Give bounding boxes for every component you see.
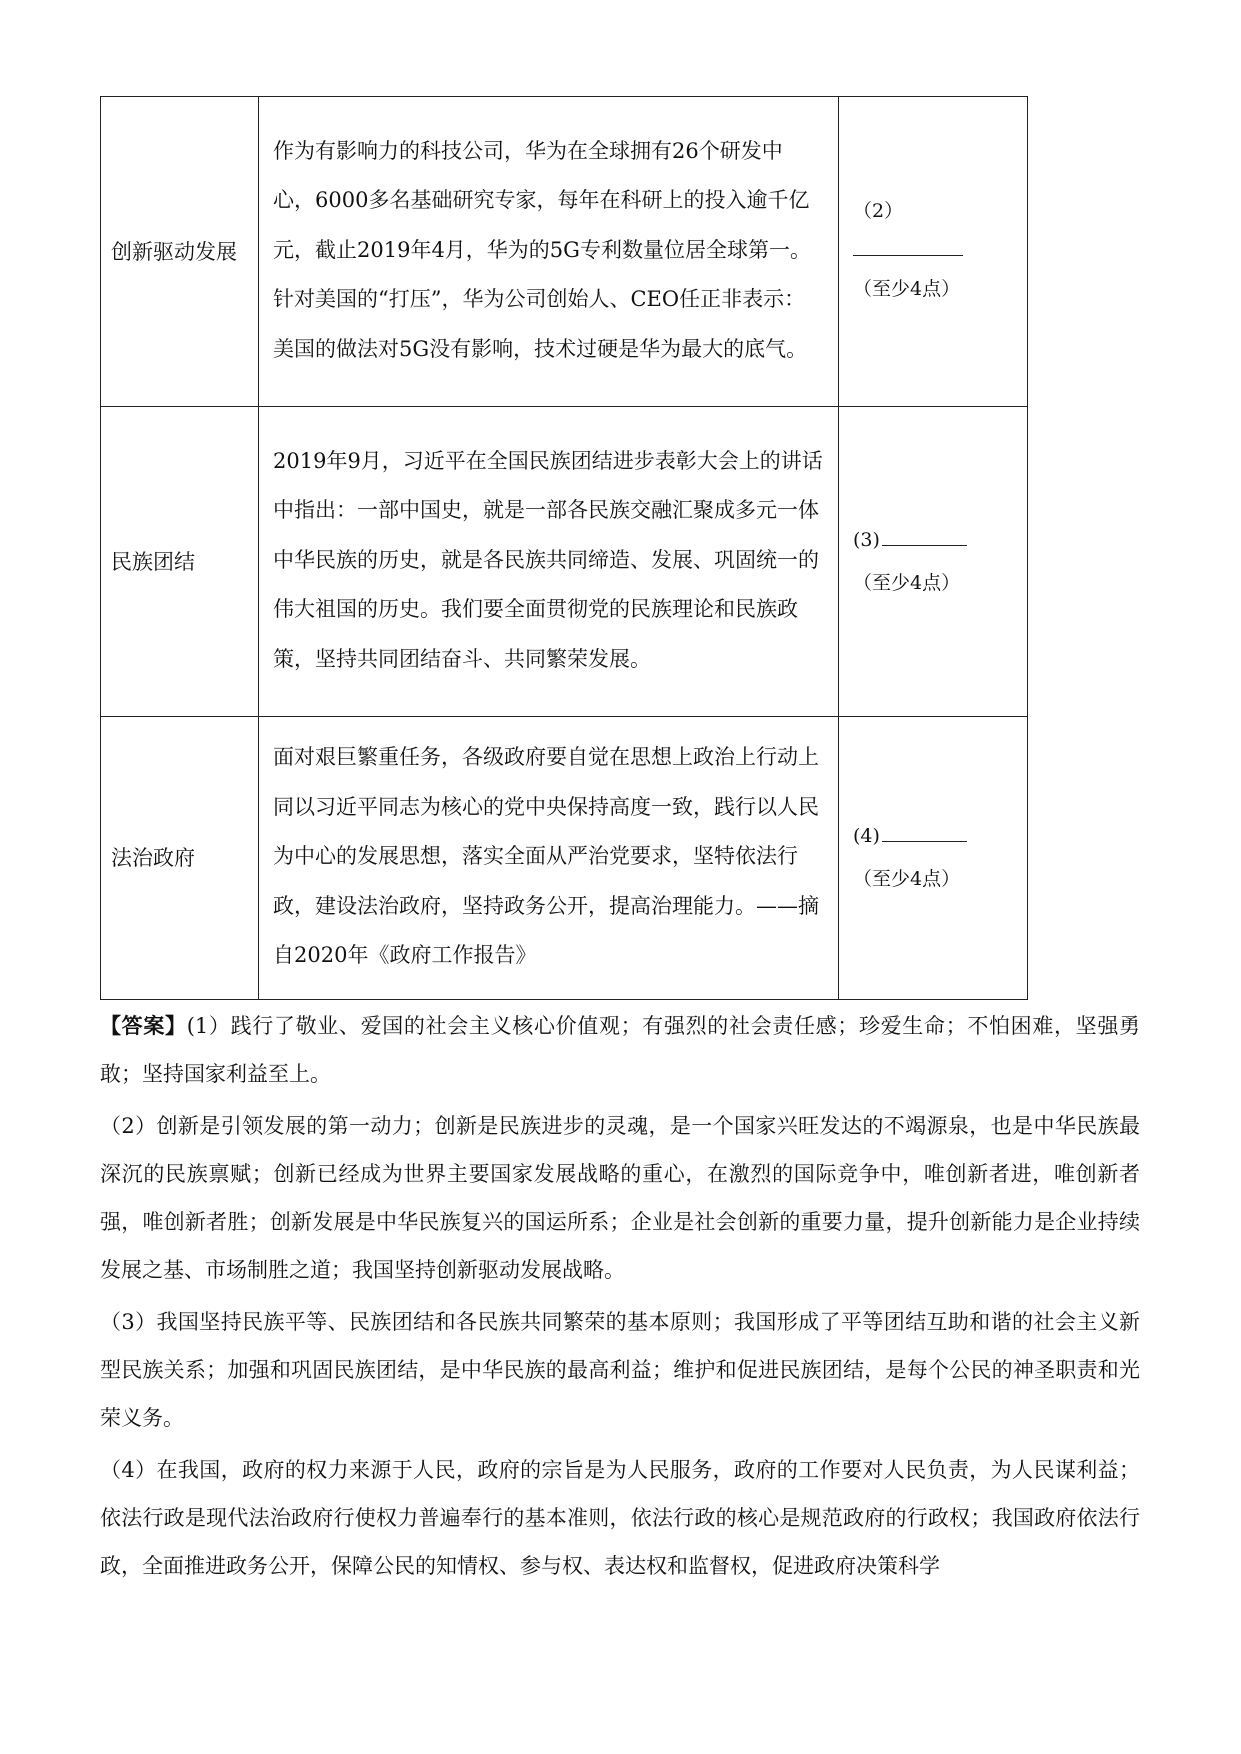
blank-number: (3) <box>853 528 880 551</box>
answer-blank-cell <box>839 97 1028 407</box>
material-cell: 2019年9月，习近平在全国民族团结进步表彰大会上的讲话中指出：一部中国史，就是一部各民族交融汇聚成多元一体中华民族的历史，就是各民族共同缔造、发展、巩固统一的伟大祖国的历史。我们要全面贯彻党的民族理论和民族政策，坚持共同团结奋斗、共同繁荣发展。 <box>259 407 839 717</box>
blank-number: （2） <box>853 199 904 222</box>
blank-note: （至少4点） <box>853 571 961 594</box>
topic-cell: 创新驱动发展 <box>101 97 259 407</box>
material-cell: 作为有影响力的科技公司，华为在全球拥有26个研发中心，6000多名基础研究专家，每年在科研上的投入逾千亿元，截止2019年4月，华为的5G专利数量位居全球第一。针对美国的“打压”，华为公司创始人、CEO任正非表示：美国的做法对5G没有影响，技术过硬是华为最大的底气。 <box>259 97 839 407</box>
answer-text-1: (1）践行了敬业、爱国的社会主义核心价值观；有强烈的社会责任感；珍爱生命；不怕困难，坚强勇敢；坚持国家利益至上。 <box>100 1014 1140 1086</box>
answer-paragraph-3: （3）我国坚持民族平等、民族团结和各民族共同繁荣的基本原则；我国形成了平等团结互助和谐的社会主义新型民族关系；加强和巩固民族团结，是中华民族的最高利益；维护和促进民族团结，是每个公民的神圣职责和光荣义务。 <box>100 1310 1140 1430</box>
answer-section <box>100 1002 1140 1594</box>
question-table <box>100 96 1028 1000</box>
answer-paragraph-2: （2）创新是引领发展的第一动力；创新是民族进步的灵魂，是一个国家兴旺发达的不竭源泉，也是中华民族最深沉的民族禀赋；创新已经成为世界主要国家发展战略的重心，在激烈的国际竞争中，唯创新者进，唯创新者强，唯创新者胜；创新发展是中华民族复兴的国运所系；企业是社会创新的重要力量，提升创新能力是企业持续发展之基、市场制胜之道；我国坚持创新驱动发展战略。 <box>100 1114 1140 1282</box>
answer-label: 【答案】 <box>100 1013 187 1038</box>
fill-in-line <box>882 523 967 546</box>
answer-blank-cell <box>839 407 1028 717</box>
fill-in-line <box>853 231 963 256</box>
blank-note: （至少4点） <box>853 868 961 890</box>
topic-cell: 法治政府 <box>101 717 259 1000</box>
material-cell: 面对艰巨繁重任务，各级政府要自觉在思想上政治上行动上同以习近平同志为核心的党中央保持高度一致，践行以人民为中心的发展思想，落实全面从严治党要求，坚特依法行政，建设法治政府，坚持政务公开，提高治理能力。——摘自2020年《政府工作报告》 <box>259 717 839 1000</box>
topic-cell: 民族团结 <box>101 407 259 717</box>
answer-paragraph-1 <box>100 1002 1140 1098</box>
answer-blank-cell <box>839 717 1028 1000</box>
table-row <box>101 97 1028 407</box>
table-row <box>101 407 1028 717</box>
answer-paragraph-4: （4）在我国，政府的权力来源于人民，政府的宗旨是为人民服务，政府的工作要对人民负责，为人民谋利益；依法行政是现代法治政府行使权力普遍奉行的基本准则，依法行政的核心是规范政府的行政权；我国政府依法行政，全面推进政务公开，保障公民的知情权、参与权、表达权和监督权，促进政府决策科学 <box>100 1458 1140 1578</box>
blank-number: (4) <box>853 825 880 847</box>
table-row <box>101 717 1028 1000</box>
blank-note: （至少4点） <box>853 277 961 300</box>
fill-in-line <box>882 819 967 842</box>
